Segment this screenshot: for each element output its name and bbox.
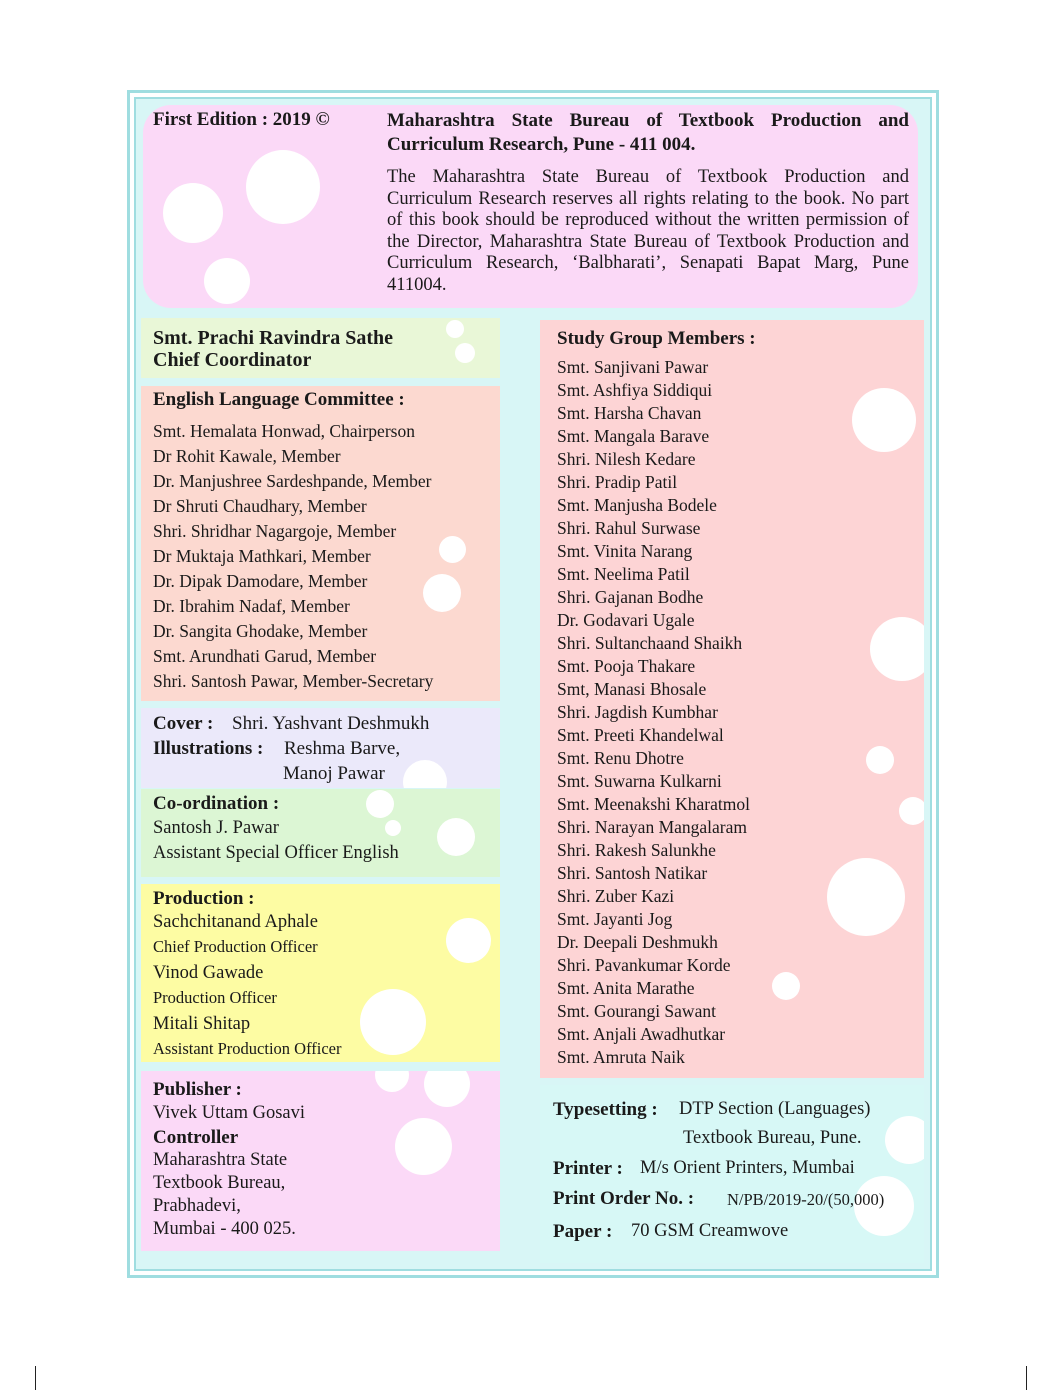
study-group-panel: [540, 320, 924, 1078]
study-group-member: Dr. Deepali Deshmukh: [557, 932, 718, 952]
committee-member: Shri. Shridhar Nagargoje, Member: [153, 521, 397, 541]
coordination-panel: [141, 789, 500, 877]
study-group-member: Smt. Ashfiya Siddiqui: [557, 380, 713, 400]
decor-bubble: [885, 1116, 924, 1164]
study-group-member: Smt. Preeti Khandelwal: [557, 725, 724, 745]
print-order-label: Print Order No. :: [553, 1188, 695, 1209]
decor-bubble: [385, 820, 401, 836]
decor-bubble: [446, 918, 491, 963]
coordination-heading: Co-ordination :: [153, 793, 280, 814]
study-group-member: Smt. Suwarna Kulkarni: [557, 771, 722, 791]
committee-member: Smt. Arundhati Garud, Member: [153, 646, 377, 666]
study-group-member: Shri. Narayan Mangalaram: [557, 817, 747, 837]
decor-bubble: [446, 320, 464, 338]
study-group-member: Shri. Zuber Kazi: [557, 886, 675, 906]
typesetting-label: Typesetting :: [553, 1099, 658, 1120]
study-group-member: Smt. Harsha Chavan: [557, 403, 702, 423]
decor-bubble: [424, 1071, 470, 1107]
decor-bubble: [403, 760, 447, 788]
coordination-name: Santosh J. Pawar: [153, 818, 279, 838]
decor-bubble: [827, 858, 905, 936]
study-group-member: Smt. Pooja Thakare: [557, 656, 696, 676]
copyright-panel: [143, 105, 918, 308]
production-person-name: Sachchitanand Aphale: [153, 912, 318, 932]
decor-bubble: [439, 536, 466, 563]
decor-bubble: [866, 746, 894, 774]
publisher-panel: [141, 1071, 500, 1251]
chief-coordinator-name: Smt. Prachi Ravindra Sathe: [153, 327, 393, 349]
english-committee-panel: [141, 386, 500, 701]
committee-member: Shri. Santosh Pawar, Member-Secretary: [153, 671, 434, 691]
crop-mark: [1026, 1366, 1027, 1390]
typesetting-value: Textbook Bureau, Pune.: [683, 1128, 862, 1148]
typesetting-value: DTP Section (Languages): [679, 1099, 871, 1119]
study-group-heading: Study Group Members :: [557, 328, 756, 349]
decor-bubble: [366, 790, 394, 818]
committee-member: Dr. Dipak Damodare, Member: [153, 571, 368, 591]
cover-artist: Shri. Yashvant Deshmukh: [232, 713, 430, 734]
committee-member: Dr Shruti Chaudhary, Member: [153, 496, 367, 516]
committee-member: Dr. Sangita Ghodake, Member: [153, 621, 368, 641]
decor-bubble: [423, 574, 461, 612]
printer-value: M/s Orient Printers, Mumbai: [640, 1158, 855, 1178]
committee-member: Dr. Manjushree Sardeshpande, Member: [153, 471, 432, 491]
study-group-member: Smt. Amruta Naik: [557, 1047, 685, 1067]
study-group-member: Shri. Pavankumar Korde: [557, 955, 731, 975]
study-group-member: Shri. Sultanchaand Shaikh: [557, 633, 743, 653]
production-person-name: Vinod Gawade: [153, 963, 264, 983]
decor-bubble: [899, 797, 924, 825]
production-person-role: Chief Production Officer: [153, 937, 318, 956]
publisher-address-line: Prabhadevi,: [153, 1196, 241, 1216]
cover-panel: [141, 708, 500, 788]
production-person-role: Assistant Production Officer: [153, 1039, 342, 1058]
rights-notice: The Maharashtra State Bureau of Textbook Production and Curriculum Research reserves all rights relating to the book. No part of this book should be reproduced without the written permission of the Director, Maharashtra State Bureau of Textbook Production and Curriculum Research, ‘Balbharati’, Senapati Bapat Marg, Pune 411004.: [387, 167, 909, 295]
study-group-member: Smt, Manasi Bhosale: [557, 679, 707, 699]
decor-bubble: [163, 183, 223, 243]
publisher-address-line: Maharashtra State: [153, 1150, 288, 1170]
study-group-member: Smt. Anita Marathe: [557, 978, 695, 998]
controller-label: Controller: [153, 1127, 239, 1148]
production-panel: [141, 884, 500, 1062]
paper-label: Paper :: [553, 1221, 613, 1242]
decor-bubble: [375, 1071, 409, 1092]
study-group-member: Shri. Rahul Surwase: [557, 518, 701, 538]
study-group-member: Shri. Jagdish Kumbhar: [557, 702, 718, 722]
decor-bubble: [246, 150, 320, 224]
production-person-name: Mitali Shitap: [153, 1014, 251, 1034]
study-group-member: Shri. Nilesh Kedare: [557, 449, 696, 469]
decor-bubble: [395, 1118, 452, 1175]
cover-label: Cover :: [153, 713, 214, 734]
english-committee-heading: English Language Committee :: [153, 389, 405, 410]
study-group-member: Smt. Mangala Barave: [557, 426, 710, 446]
decor-bubble: [772, 972, 800, 1000]
print-order-value: N/PB/2019-20/(50,000): [727, 1190, 885, 1209]
study-group-member: Smt. Jayanti Jog: [557, 909, 673, 929]
committee-member: Dr Muktaja Mathkari, Member: [153, 546, 371, 566]
study-group-member: Dr. Godavari Ugale: [557, 610, 695, 630]
study-group-member: Smt. Meenakshi Kharatmol: [557, 794, 750, 814]
production-person-role: Production Officer: [153, 988, 277, 1007]
paper-value: 70 GSM Creamwove: [631, 1221, 789, 1241]
publisher-address-line: Mumbai - 400 025.: [153, 1219, 296, 1239]
decor-bubble: [870, 617, 924, 681]
typesetting-panel: [540, 1085, 924, 1263]
study-group-member: Smt. Vinita Narang: [557, 541, 693, 561]
committee-member: Dr Rohit Kawale, Member: [153, 446, 341, 466]
committee-member: Smt. Hemalata Honwad, Chairperson: [153, 421, 415, 441]
publisher-heading: Publisher :: [153, 1079, 242, 1100]
committee-member: Dr. Ibrahim Nadaf, Member: [153, 596, 350, 616]
study-group-member: Smt. Manjusha Bodele: [557, 495, 717, 515]
illustrator-name: Manoj Pawar: [283, 763, 385, 784]
production-heading: Production :: [153, 888, 255, 909]
chief-coordinator-panel: [141, 318, 500, 378]
illustrator-name: Reshma Barve,: [284, 738, 401, 759]
study-group-member: Shri. Pradip Patil: [557, 472, 678, 492]
decor-bubble: [204, 258, 250, 304]
bureau-name: Maharashtra State Bureau of Textbook Production and Curriculum Research, Pune - 411 004.: [387, 110, 909, 155]
publisher-name: Vivek Uttam Gosavi: [153, 1103, 306, 1123]
study-group-member: Shri. Santosh Natikar: [557, 863, 708, 883]
study-group-member: Smt. Sanjivani Pawar: [557, 357, 709, 377]
publisher-address-line: Textbook Bureau,: [153, 1173, 286, 1193]
decor-bubble: [455, 343, 475, 363]
study-group-member: Smt. Renu Dhotre: [557, 748, 684, 768]
decor-bubble: [437, 818, 475, 856]
chief-coordinator-role: Chief Coordinator: [153, 349, 312, 371]
decor-bubble: [852, 388, 916, 452]
printer-label: Printer :: [553, 1158, 623, 1179]
study-group-member: Shri. Gajanan Bodhe: [557, 587, 704, 607]
illustrations-label: Illustrations :: [153, 738, 264, 759]
study-group-member: Shri. Rakesh Salunkhe: [557, 840, 716, 860]
edition-label: First Edition : 2019 ©: [153, 109, 330, 130]
decor-bubble: [360, 989, 426, 1055]
study-group-member: Smt. Neelima Patil: [557, 564, 690, 584]
study-group-member: Smt. Gourangi Sawant: [557, 1001, 716, 1021]
study-group-member: Smt. Anjali Awadhutkar: [557, 1024, 726, 1044]
crop-mark: [35, 1366, 36, 1390]
coordination-role: Assistant Special Officer English: [153, 843, 399, 863]
